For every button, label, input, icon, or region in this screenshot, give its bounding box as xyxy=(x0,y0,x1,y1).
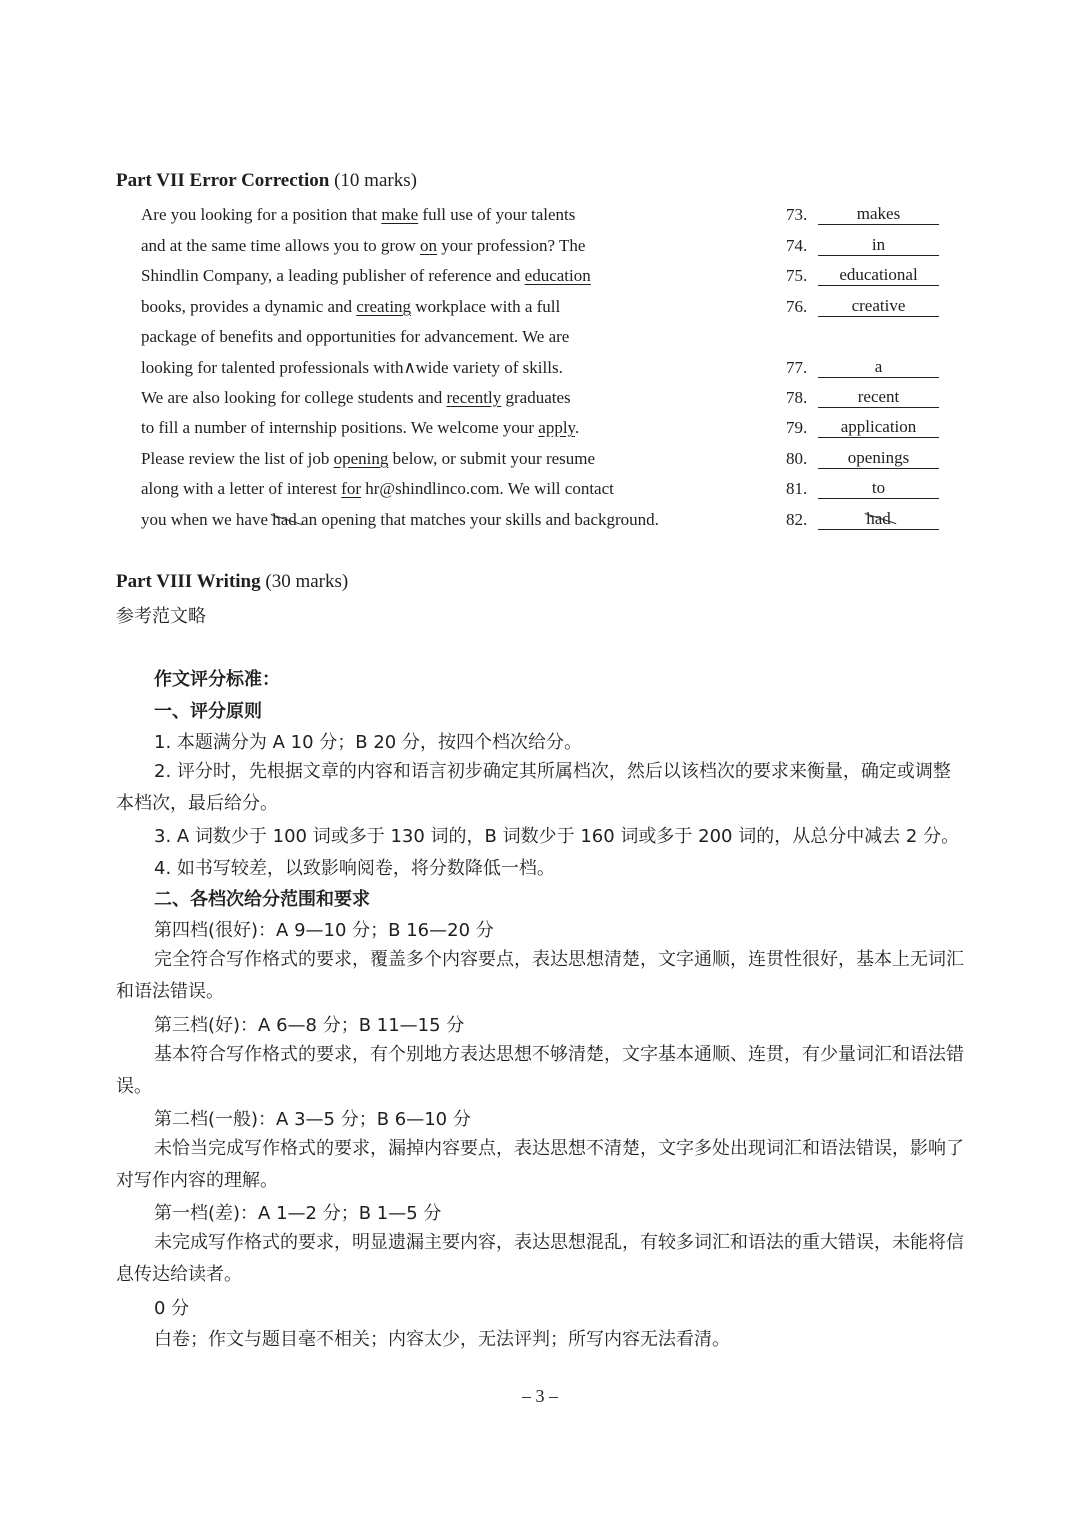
answer-number: 82. xyxy=(786,510,808,529)
answer-blank: in xyxy=(818,235,939,256)
grade-level: 第四档(很好)：A 9—10 分；B 16—20 分 xyxy=(154,920,494,941)
error-word: creating xyxy=(356,297,412,316)
answer-blank xyxy=(818,509,939,530)
answer-number: 80. xyxy=(786,449,808,468)
answer-blank: openings xyxy=(818,448,939,469)
part8-heading xyxy=(116,571,348,593)
passage-line: books, provides a dynamic and creating workplace with a full xyxy=(141,297,561,316)
answer-blank: a xyxy=(818,357,939,378)
answer-number: 76. xyxy=(786,297,808,316)
grade-level: 第三档(好)：A 6—8 分；B 11—15 分 xyxy=(154,1015,465,1036)
passage-line: Are you looking for a position that make full use of your talents xyxy=(141,205,576,224)
answer-blank: to xyxy=(818,478,939,499)
part7-heading xyxy=(116,170,417,192)
error-word: make xyxy=(381,205,419,224)
passage-line: along with a letter of interest for hr@shindlinco.com. We will contact xyxy=(141,479,614,498)
insertion-caret: ∧ xyxy=(403,358,416,377)
rule-item: 4. 如书写较差，以致影响阅卷，将分数降低一档。 xyxy=(154,858,555,879)
sample-essay-note: 参考范文略 xyxy=(116,606,206,627)
page-number: – 3 – xyxy=(522,1386,558,1406)
section-heading: 一、评分原则 xyxy=(154,701,262,722)
answer-blank: application xyxy=(818,417,939,438)
grade-description: 未完成写作格式的要求，明显遗漏主要内容，表达思想混乱，有较多词汇和语法的重大错误，未能将信息传达给读者。 xyxy=(116,1232,964,1285)
passage-line: to fill a number of internship positions. We welcome your apply. xyxy=(141,418,580,437)
part8-marks: (30 marks) xyxy=(265,571,349,592)
error-word: recently xyxy=(446,388,502,407)
error-word: for xyxy=(341,479,361,498)
answer-blank: educational xyxy=(818,265,939,286)
answer-blank: makes xyxy=(818,204,939,225)
part8-title: Part VIII Writing xyxy=(116,571,261,592)
answer-number: 74. xyxy=(786,236,808,255)
passage-line: Please review the list of job opening below, or submit your resume xyxy=(141,449,596,468)
criteria-title: 作文评分标准： xyxy=(154,669,280,690)
part7-title: Part VII Error Correction xyxy=(116,170,330,191)
section-heading: 二、各档次给分范围和要求 xyxy=(154,889,370,910)
grade-level: 0 分 xyxy=(154,1298,190,1319)
answer-number: 79. xyxy=(786,418,808,437)
passage-line: you when we have had an opening that matches your skills and background. xyxy=(141,510,659,529)
passage-line: and at the same time allows you to grow on your profession? The xyxy=(141,236,586,255)
grade-description: 完全符合写作格式的要求，覆盖多个内容要点，表达思想清楚，文字通顺，连贯性很好，基本上无词汇和语法错误。 xyxy=(116,949,964,1002)
grade-description: 基本符合写作格式的要求，有个别地方表达思想不够清楚，文字基本通顺、连贯，有少量词汇和语法错误。 xyxy=(116,1044,964,1097)
grade-description: 未恰当完成写作格式的要求，漏掉内容要点，表达思想不清楚，文字多处出现词汇和语法错误，影响了对写作内容的理解。 xyxy=(116,1138,964,1191)
passage-line: package of benefits and opportunities for advancement. We are xyxy=(141,327,570,346)
part7-marks: (10 marks) xyxy=(334,170,417,191)
grade-level: 第一档(差)：A 1—2 分；B 1—5 分 xyxy=(154,1203,442,1224)
error-word: apply xyxy=(538,418,575,437)
answer-number: 81. xyxy=(786,479,808,498)
deleted-word: had xyxy=(272,510,297,529)
passage-line: We are also looking for college students and recently graduates xyxy=(141,388,571,407)
answer-number: 78. xyxy=(786,388,808,407)
deleted-answer: had xyxy=(866,509,891,528)
error-word: on xyxy=(420,236,438,255)
passage-line: looking for talented professionals with∧wide variety of skills. xyxy=(141,358,563,377)
grade-description: 白卷；作文与题目毫不相关；内容太少，无法评判；所写内容无法看清。 xyxy=(154,1329,730,1350)
answer-number: 75. xyxy=(786,266,808,285)
answer-number: 73. xyxy=(786,205,808,224)
rule-item: 1. 本题满分为 A 10 分；B 20 分，按四个档次给分。 xyxy=(154,732,582,753)
grade-level: 第二档(一般)：A 3—5 分；B 6—10 分 xyxy=(154,1109,471,1130)
rule-item: 3. A 词数少于 100 词或多于 130 词的，B 词数少于 160 词或多于 200 词的，从总分中减去 2 分。 xyxy=(154,826,960,847)
error-word: education xyxy=(524,266,591,285)
answer-number: 77. xyxy=(786,358,808,377)
answer-blank: recent xyxy=(818,387,939,408)
passage-line: Shindlin Company, a leading publisher of reference and education xyxy=(141,266,591,285)
rule-item: 2. 评分时，先根据文章的内容和语言初步确定其所属档次，然后以该档次的要求来衡量，确定或调整本档次，最后给分。 xyxy=(116,761,951,814)
error-word: opening xyxy=(333,449,389,468)
answer-blank: creative xyxy=(818,296,939,317)
